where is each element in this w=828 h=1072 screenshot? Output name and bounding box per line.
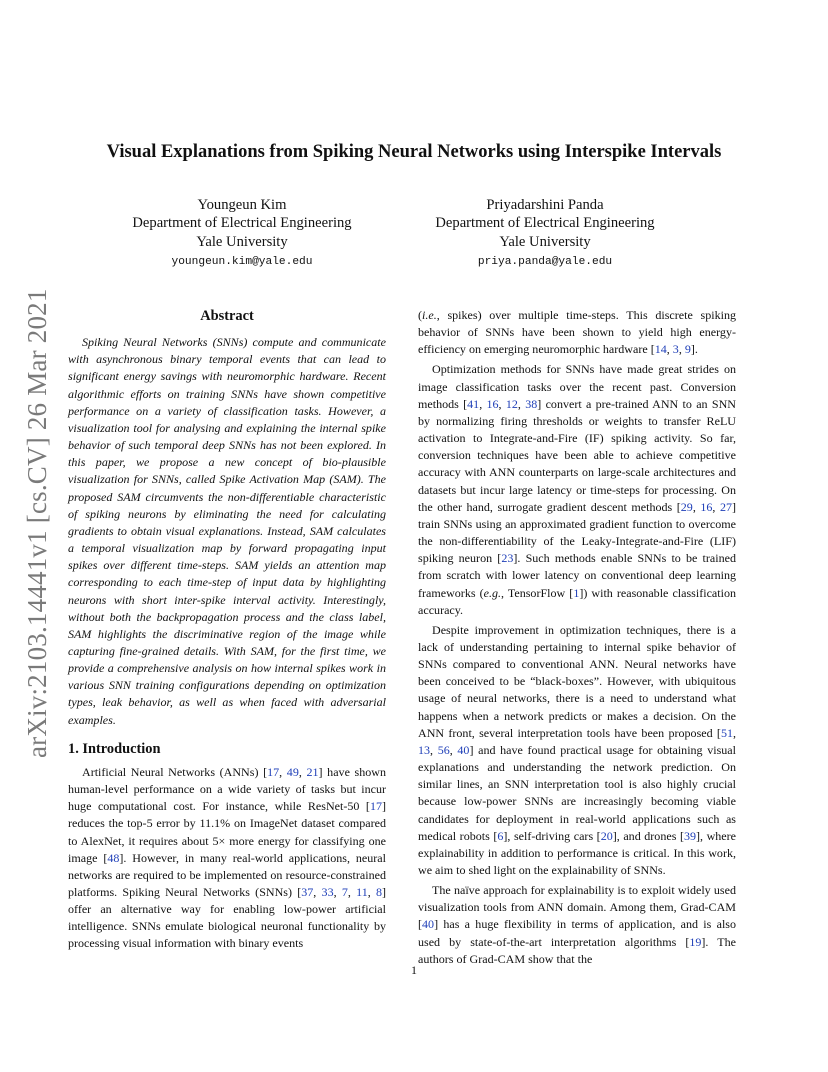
page-number: 1 [411, 963, 417, 977]
author-block-1 [122, 196, 362, 272]
intro-paragraph: Artificial Neural Networks (ANNs) [17, 49, 21] have shown human-level performance on a wide variety of tasks but incur huge computational cost. For instance, while ResNet-50 [17] reduces the top-5 error by 11.1% on ImageNet dataset compared to AlexNet, it requires about 5× more energy for classifying one image [48]. However, in many real-world applications, neural networks are required to be implemented on resource-constrained platforms. Spiking Neural Networks (SNNs) [37, 33, 7, 11, 8] offer an alternative way for enabling low-power artificial intelligence. SNNs emulate biological neuronal functionality by processing visual information with binary events [68, 764, 387, 951]
citation-link[interactable]: 29 [680, 499, 693, 514]
paper-title: Visual Explanations from Spiking Neural Networks using Interspike Intervals [106, 142, 722, 162]
citation-link[interactable]: 7 [341, 885, 348, 899]
introduction-heading: 1. Introduction [68, 740, 161, 757]
author-name: Youngeun Kim [197, 197, 287, 213]
citation-link[interactable]: 1 [573, 585, 580, 600]
author-email: priya.panda@yale.edu [477, 256, 613, 269]
body-paragraph: Despite improvement in optimization techniques, there is a lack of understanding pertaining to internal spike behavior of SNNs compared to conventional ANN. Neural networks have been conceived to be “black-boxes”. However, with ubiquitous usage of neural networks, there is a need to understand what happens when a network predicts or makes a decision. On the ANN front, several interpretation tools have been proposed [51, 13, 56, 40] and have found practical usage for obtaining visual explanations and understanding the network prediction. On similar lines, an SNN interpretation tool is also highly crucial because low-power SNNs are increasingly becoming viable candidates for deployment in real-world applications such as medical robots [6], self-driving cars [20], and drones [39], where explainability in addition to performance is critical. In this work, we aim to shed light on the explainability of SNNs. [418, 622, 737, 877]
citation-link[interactable]: 27 [719, 499, 732, 514]
citation-link[interactable]: 51 [720, 725, 733, 740]
citation-link[interactable]: 16 [700, 499, 713, 514]
citation-link[interactable]: 9 [684, 342, 691, 357]
author-department: Department of Electrical Engineering [435, 215, 655, 232]
author-name: Priyadarshini Panda [486, 197, 604, 213]
citation-link[interactable]: 40 [457, 742, 470, 757]
citation-link[interactable]: 17 [267, 764, 280, 779]
citation-link[interactable]: 17 [369, 799, 382, 814]
citation-link[interactable]: 33 [321, 885, 334, 899]
citation-link[interactable]: 39 [683, 828, 696, 843]
citation-link[interactable]: 37 [301, 885, 314, 899]
citation-link[interactable]: 8 [375, 885, 383, 899]
author-email: youngeun.kim@yale.edu [171, 256, 313, 269]
author-university: Yale University [499, 233, 591, 250]
citation-link[interactable]: 41 [467, 396, 480, 411]
citation-link[interactable]: 49 [286, 764, 299, 779]
citation-link[interactable]: 19 [689, 934, 702, 949]
citation-link[interactable]: 38 [525, 396, 538, 411]
body-paragraph: (i.e., spikes) over multiple time-steps. This discrete spiking behavior of SNNs have been shown to yield high energy-efficiency on emerging neuromorphic hardware [14, 3, 9]. [418, 308, 736, 357]
citation-link[interactable]: 20 [600, 828, 613, 843]
citation-link[interactable]: 48 [107, 850, 120, 865]
body-paragraph: The naïve approach for explainability is to exploit widely used visualization tools from ANN domain. Among them, Grad-CAM [40] has a huge flexibility in terms of application, and is also used by state-of-the-art interpretation algorithms [19]. The authors of Grad-CAM show that the [418, 883, 737, 966]
citation-link[interactable]: 14 [654, 342, 667, 357]
author-university: Yale University [196, 233, 288, 250]
citation-link[interactable]: 16 [486, 396, 499, 411]
citation-link[interactable]: 21 [306, 764, 319, 779]
arxiv-stamp: arXiv:2103.14441v1 [cs.CV] 26 Mar 2021 [22, 288, 52, 758]
author-department: Department of Electrical Engineering [132, 215, 352, 232]
author-block-2 [405, 196, 685, 272]
abstract-heading: Abstract [200, 308, 254, 324]
citation-link[interactable]: 23 [501, 551, 514, 566]
citation-link[interactable]: 13 [418, 742, 431, 757]
citation-link[interactable]: 3 [672, 342, 679, 357]
citation-link[interactable]: 6 [497, 828, 504, 843]
citation-link[interactable]: 40 [422, 917, 435, 932]
left-column [68, 308, 386, 953]
body-paragraph: Optimization methods for SNNs have made great strides on image classification tasks over the recent past. Conversion methods [41, 16, 12, 38] convert a pre-trained ANN to an SNN by normalizing firing thresholds or weights to transfer ReLU activation to Integrate-and-Fire (IF) spiking activity. So far, conversion techniques have been able to achieve competitive accuracy with ANN counterparts on large-scale architectures and datasets but incur large latency or time-steps for processing. On the other hand, surrogate gradient descent methods [29, 16, 27] train SNNs using an approximated gradient function to overcome the non-differentiability of the Leaky-Integrate-and-Fire (LIF) spiking neuron [23]. Such methods enable SNNs to be trained from scratch with lower latency on conventional deep learning frameworks (e.g., TensorFlow [1]) with reasonable classification accuracy. [418, 362, 736, 617]
citation-link[interactable]: 11 [356, 885, 368, 899]
citation-link[interactable]: 56 [437, 742, 450, 757]
abstract-text: Spiking Neural Networks (SNNs) compute and communicate with asynchronous binary temporal events that can lead to significant energy savings with neuromorphic hardware. Recent algorithmic efforts on training SNNs have shown competitive performance on a variety of classification tasks. However, a visualization tool for analysing and explaining the internal spike behavior of such temporal deep SNNs has not been explored. In this paper, we propose a new concept of bio-plausible visualization for SNNs, called Spike Activation Map (SAM). The proposed SAM circumvents the non-differentiable characteristic of spiking neurons by eliminating the need for calculating gradients to obtain visual explanations. Instead, SAM calculates a temporal visualization map by forward propagating input spikes over different time-steps. SAM yields an attention map corresponding to each time-step of input data by highlighting neurons with short inter-spike interval activity. Interestingly, without both the backpropagation process and the class label, SAM highlights the discriminative region of the image while capturing fine-grained details. With SAM, for the first time, we provide a comprehensive analysis on how internal spikes work in various SNN training configurations depending on optimization types, leak behavior, as well as when faced with adversarial examples. [68, 335, 386, 727]
right-column [418, 307, 736, 968]
citation-link[interactable]: 12 [505, 396, 518, 411]
